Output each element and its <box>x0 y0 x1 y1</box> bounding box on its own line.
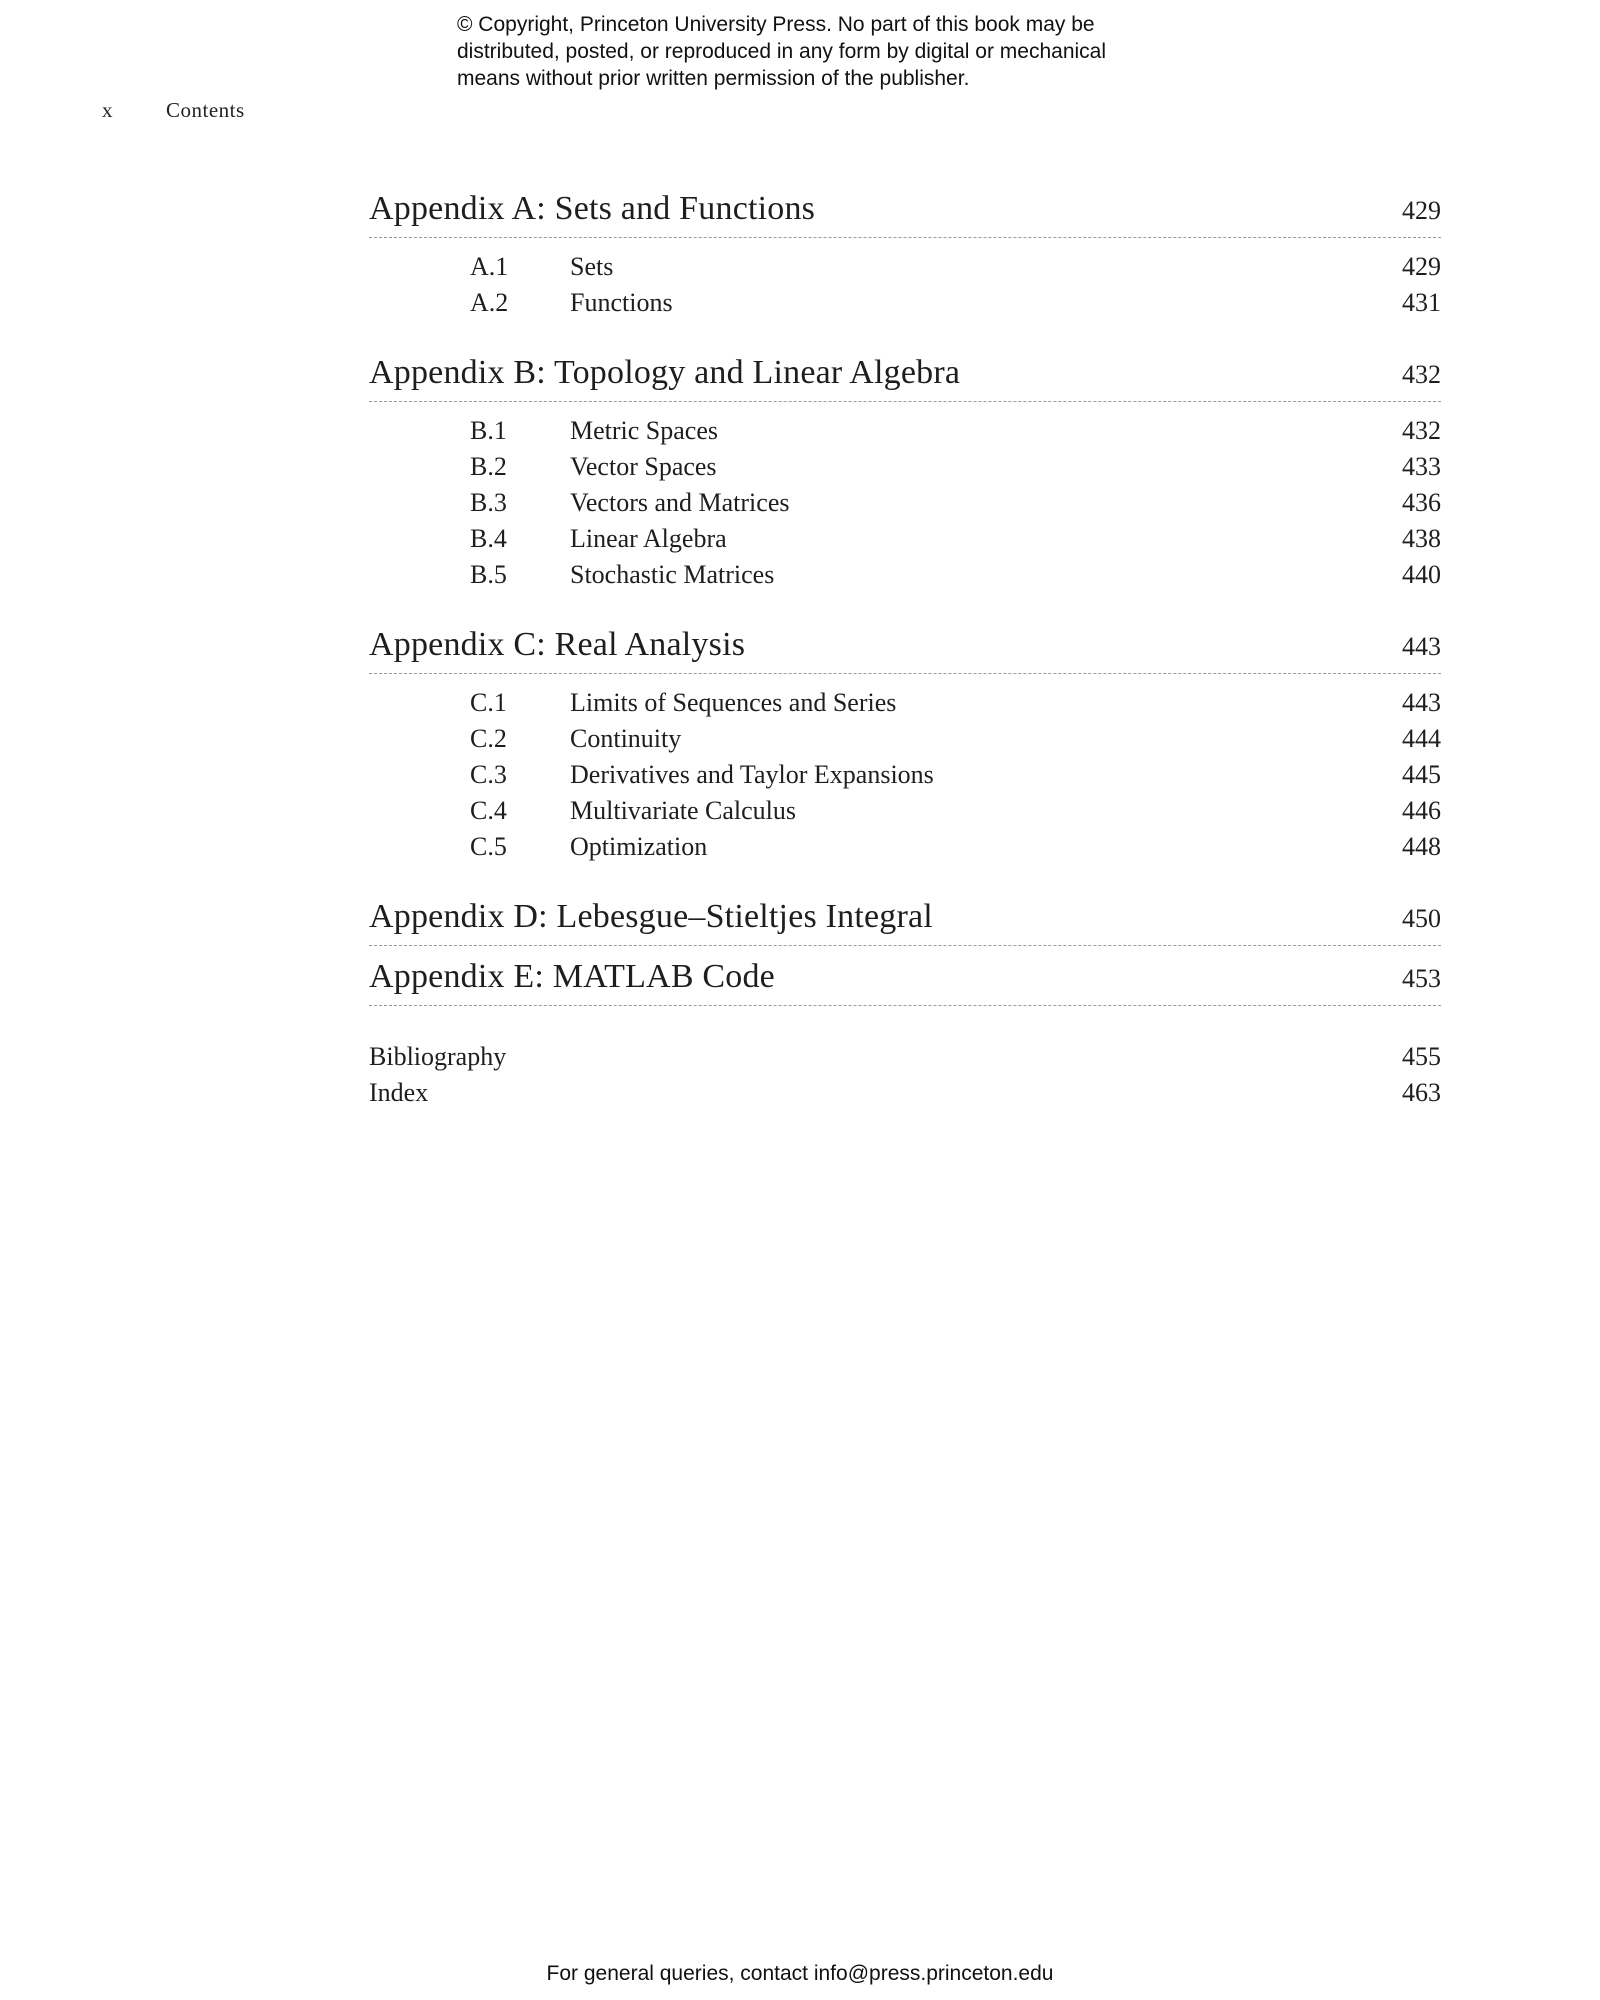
back-matter-page: 463 <box>1402 1078 1441 1107</box>
appendix-title: Appendix B: Topology and Linear Algebra <box>369 354 961 391</box>
section-page: 436 <box>1402 488 1441 517</box>
section-entry[interactable] <box>369 488 1441 524</box>
section-list <box>369 674 1441 868</box>
appendix-entry <box>369 958 1441 1006</box>
running-head <box>102 98 245 123</box>
section-number: B.5 <box>470 560 507 589</box>
appendix-page: 432 <box>1402 360 1441 389</box>
copyright-line: © Copyright, Princeton University Press. No part of this book may be <box>457 13 1095 36</box>
section-entry[interactable] <box>369 724 1441 760</box>
copyright-notice <box>457 11 1217 92</box>
appendix-page: 450 <box>1402 904 1441 933</box>
section-number: B.4 <box>470 524 507 553</box>
table-of-contents <box>369 190 1441 1114</box>
appendix-heading[interactable] <box>369 626 1441 674</box>
section-page: 440 <box>1402 560 1441 589</box>
section-page: 432 <box>1402 416 1441 445</box>
section-list <box>369 402 1441 596</box>
copyright-line: means without prior written permission of the publisher. <box>457 67 970 90</box>
back-matter <box>369 1042 1441 1114</box>
page-folio: x <box>102 98 113 122</box>
appendix-heading[interactable] <box>369 958 1441 1006</box>
section-page: 433 <box>1402 452 1441 481</box>
section-number: B.1 <box>470 416 507 445</box>
section-title: Continuity <box>570 724 682 753</box>
appendix-page: 429 <box>1402 196 1441 225</box>
section-page: 431 <box>1402 288 1441 317</box>
section-number: A.2 <box>470 288 509 317</box>
section-number: C.5 <box>470 832 507 861</box>
section-entry[interactable] <box>369 796 1441 832</box>
section-title: Stochastic Matrices <box>570 560 775 589</box>
back-matter-title: Index <box>369 1078 429 1107</box>
back-matter-page: 455 <box>1402 1042 1441 1071</box>
back-matter-entry[interactable] <box>369 1078 1441 1114</box>
section-number: C.1 <box>470 688 507 717</box>
appendix-page: 453 <box>1402 964 1441 993</box>
back-matter-title: Bibliography <box>369 1042 507 1071</box>
copyright-line: distributed, posted, or reproduced in any form by digital or mechanical <box>457 40 1107 63</box>
appendix-heading[interactable] <box>369 190 1441 238</box>
appendix-entry <box>369 626 1441 868</box>
section-entry[interactable] <box>369 252 1441 288</box>
appendix-title: Appendix C: Real Analysis <box>369 626 746 663</box>
footer-contact: For general queries, contact info@press.princeton.edu <box>546 1962 1054 1985</box>
appendix-heading[interactable] <box>369 898 1441 946</box>
section-page: 446 <box>1402 796 1441 825</box>
running-head-title: Contents <box>166 98 245 122</box>
section-entry[interactable] <box>369 288 1441 324</box>
section-page: 445 <box>1402 760 1441 789</box>
section-title: Metric Spaces <box>570 416 719 445</box>
appendix-page: 443 <box>1402 632 1441 661</box>
appendix-title: Appendix D: Lebesgue–Stieltjes Integral <box>369 898 933 935</box>
appendix-title: Appendix A: Sets and Functions <box>369 190 816 227</box>
section-entry[interactable] <box>369 416 1441 452</box>
section-title: Derivatives and Taylor Expansions <box>570 760 934 789</box>
appendix-entry <box>369 354 1441 596</box>
section-entry[interactable] <box>369 452 1441 488</box>
section-title: Vectors and Matrices <box>570 488 790 517</box>
section-title: Functions <box>570 288 673 317</box>
section-number: C.2 <box>470 724 507 753</box>
section-title: Optimization <box>570 832 708 861</box>
section-entry[interactable] <box>369 524 1441 560</box>
appendix-heading[interactable] <box>369 354 1441 402</box>
section-number: B.3 <box>470 488 507 517</box>
section-number: A.1 <box>470 252 509 281</box>
appendix-title: Appendix E: MATLAB Code <box>369 958 775 995</box>
appendix-entry <box>369 190 1441 324</box>
section-number: C.4 <box>470 796 507 825</box>
section-page: 429 <box>1402 252 1441 281</box>
section-page: 444 <box>1402 724 1441 753</box>
section-entry[interactable] <box>369 688 1441 724</box>
section-entry[interactable] <box>369 560 1441 596</box>
appendix-entry <box>369 898 1441 946</box>
section-page: 438 <box>1402 524 1441 553</box>
section-number: B.2 <box>470 452 507 481</box>
section-title: Linear Algebra <box>570 524 727 553</box>
section-list <box>369 238 1441 324</box>
section-title: Limits of Sequences and Series <box>570 688 897 717</box>
back-matter-entry[interactable] <box>369 1042 1441 1078</box>
section-entry[interactable] <box>369 760 1441 796</box>
section-entry[interactable] <box>369 832 1441 868</box>
section-title: Sets <box>570 252 614 281</box>
section-number: C.3 <box>470 760 507 789</box>
section-page: 443 <box>1402 688 1441 717</box>
section-title: Vector Spaces <box>570 452 717 481</box>
section-page: 448 <box>1402 832 1441 861</box>
section-title: Multivariate Calculus <box>570 796 797 825</box>
